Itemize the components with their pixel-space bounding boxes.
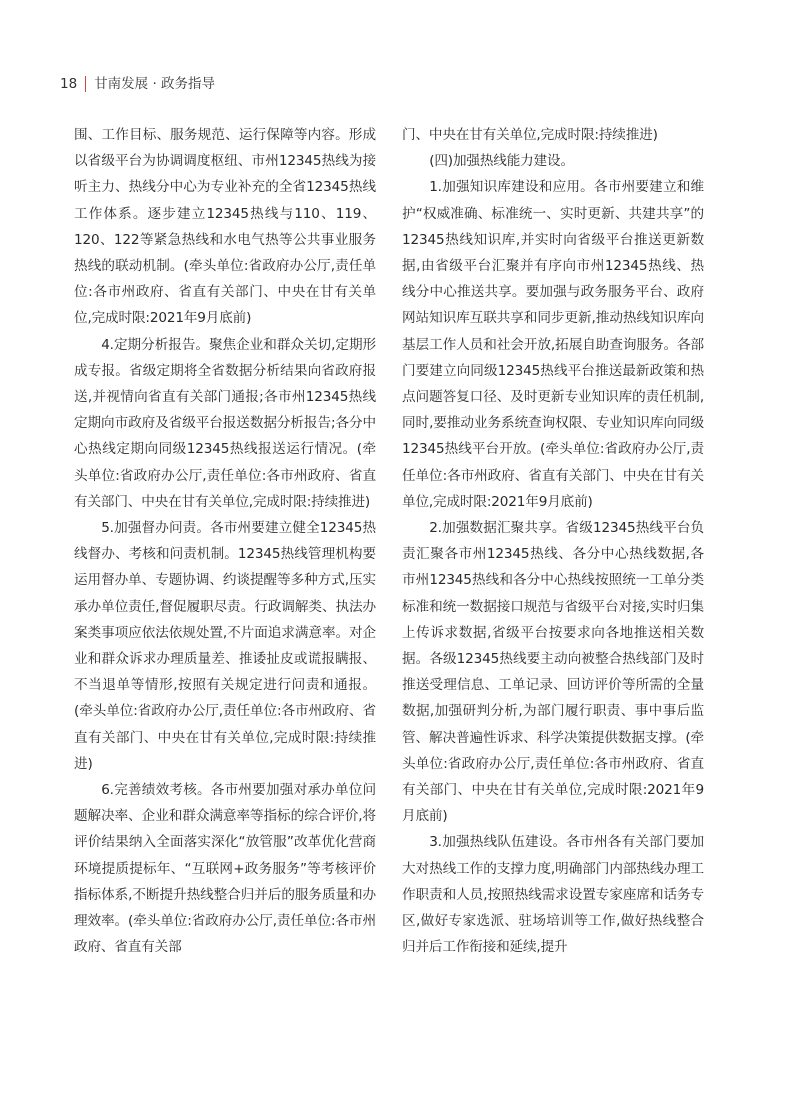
page-number: 18 bbox=[60, 76, 86, 92]
paragraph: 6.完善绩效考核。各市州要加强对承办单位问题解决率、企业和群众满意率等指标的综合评价,将评价结果纳入全面落实深化“放管服”改革优化营商环境提质提标年、“互联网+政务服务”等考核评价指标体系,不断提升热线整合归并后的服务质量和办理效率。(牵头单位:省政府办公厅,责任单位:各市州政府、省直有关部 bbox=[74, 782, 376, 956]
paragraph: 2.加强数据汇聚共享。省级12345热线平台负责汇聚各市州12345热线、各分中心热线数据,各市州12345热线和各分中心热线按照统一工单分类标准和统一数据接口规范与省级平台对接,实时归集上传诉求数据,省级平台按要求向各地推送相关数据。各级12345热线要主动向被整合热线部门及时推送受理信息、工单记录、回访评价等所需的全量数据,加强研判分析,为部门履行职责、事中事后监管、解决普遍性诉求、科学决策提供数据支撑。(牵头单位:省政府办公厅,责任单位:各市州政府、省直有关部门、中央在甘有关单位,完成时限:2021年9月底前) bbox=[402, 520, 704, 825]
paragraph: 4.定期分析报告。聚焦企业和群众关切,定期形成专报。省级定期将全省数据分析结果向省政府报送,并视情向省直有关部门通报;各市州12345热线定期向市政府及省级平台报送数据分析报告;各分中心热线定期向同级12345热线报送运行情况。(牵头单位:省政府办公厅,责任单位:各市州政府、省直有关部门、中央在甘有关单位,完成时限:持续推进) bbox=[74, 336, 376, 510]
left-column bbox=[74, 122, 376, 961]
running-header bbox=[60, 76, 215, 92]
paragraph: 门、中央在甘有关单位,完成时限:持续推进) bbox=[402, 127, 658, 143]
paragraph: 围、工作目标、服务规范、运行保障等内容。形成以省级平台为协调调度枢纽、市州12345热线为接听主力、热线分中心为专业补充的全省12345热线工作体系。逐步建立12345热线与110、119、120、122等紧急热线和水电气热等公共事业服务热线的联动机制。(牵头单位:省政府办公厅,责任单位:各市州政府、省直有关部门、中央在甘有关单位,完成时限:2021年9月底前) bbox=[74, 127, 376, 327]
section-heading: (四)加强热线能力建设。 bbox=[429, 153, 574, 170]
paragraph: 3.加强热线队伍建设。各市州各有关部门要加大对热线工作的支撑力度,明确部门内部热线办理工作职责和人员,按照热线需求设置专家座席和话务专区,做好专家选派、驻场培训等工作,做好热线整合归并后工作衔接和延续,提升 bbox=[402, 834, 704, 956]
paragraph: 5.加强督办问责。各市州要建立健全12345热线督办、考核和问责机制。12345热线管理机构要运用督办单、专题协调、约谈提醒等多种方式,压实承办单位责任,督促履职尽责。行政调解类、执法办案类事项应依法依规处置,不片面追求满意率。对企业和群众诉求办理质量差、推诿扯皮或谎报瞒报、不当退单等情形,按照有关规定进行问责和通报。(牵头单位:省政府办公厅,责任单位:各市州政府、省直有关部门、中央在甘有关单位,完成时限:持续推进) bbox=[74, 520, 376, 772]
running-header-title: 甘南发展 · 政务指导 bbox=[94, 76, 216, 92]
right-column bbox=[402, 122, 704, 961]
paragraph: 1.加强知识库建设和应用。各市州要建立和维护“权威准确、标准统一、实时更新、共建共享”的12345热线知识库,并实时向省级平台推送更新数据,由省级平台汇聚并有序向市州12345热线、热线分中心推送共享。要加强与政务服务平台、政府网站知识库互联共享和同步更新,推动热线知识库向基层工作人员和社会开放,拓展自助查询服务。各部门要建立向同级12345热线平台推送最新政策和热点问题答复口径、及时更新专业知识库的责任机制,同时,要推动业务系统查询权限、专业知识库向同级12345热线平台开放。(牵头单位:省政府办公厅,责任单位:各市州政府、省直有关部门、中央在甘有关单位,完成时限:2021年9月底前) bbox=[402, 179, 704, 510]
